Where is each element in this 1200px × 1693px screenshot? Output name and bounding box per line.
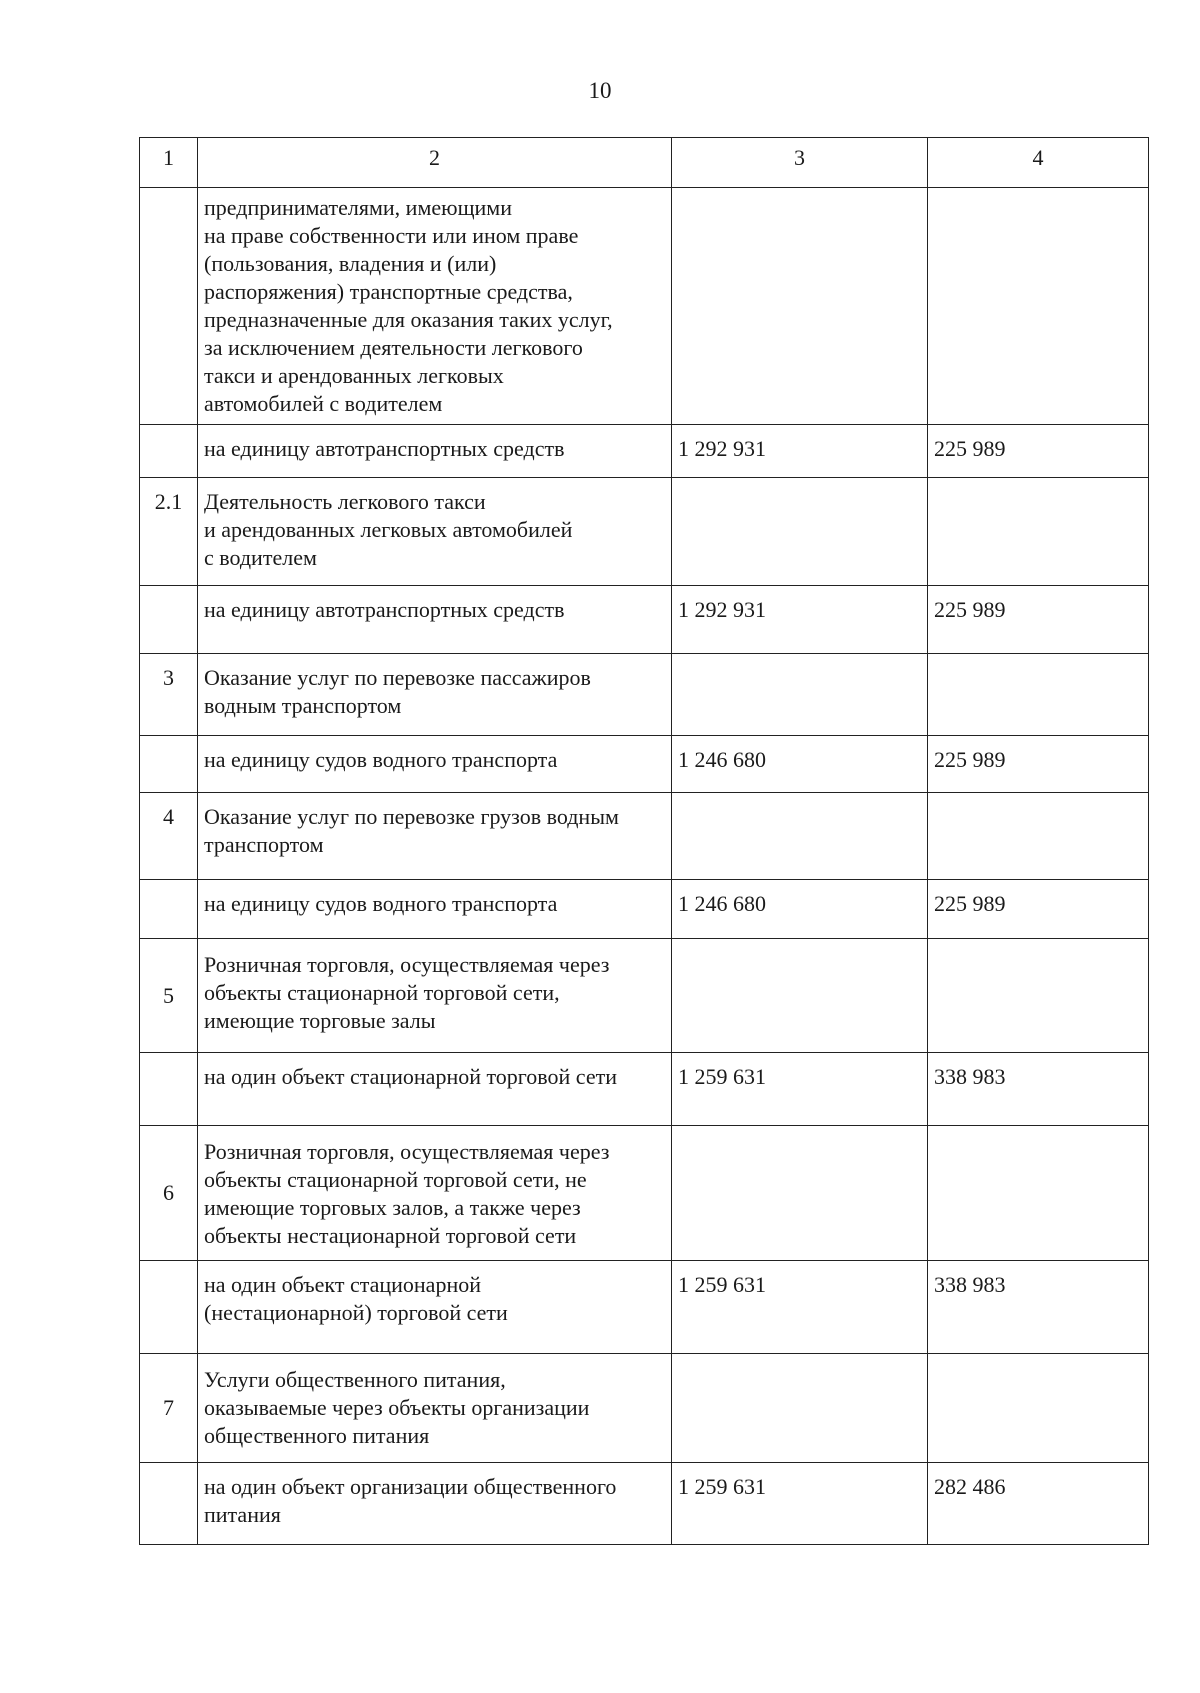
row-number [140,736,198,793]
row-value-4: 225 989 [928,880,1149,939]
row-value-3: 1 292 931 [672,586,928,654]
table-row [140,1126,1149,1261]
row-value-4 [928,654,1149,736]
header-cell-1: 1 [140,138,198,188]
header-cell-2: 2 [198,138,672,188]
table-row [140,736,1149,793]
row-number: 4 [140,793,198,880]
row-value-4 [928,793,1149,880]
row-description: на единицу судов водного транспорта [198,736,672,793]
row-value-3 [672,188,928,425]
row-number [140,586,198,654]
table-row [140,654,1149,736]
row-description: на один объект стационарной торговой сети [198,1053,672,1126]
row-value-3 [672,1126,928,1261]
row-description: Розничная торговля, осуществляемая через объекты стационарной торговой сети, не имеющие торговых залов, а также через объекты нестационарной торговой сети [198,1126,672,1261]
row-description: на один объект стационарной (нестационарной) торговой сети [198,1261,672,1354]
row-number: 2.1 [140,478,198,586]
header-cell-4: 4 [928,138,1149,188]
row-number [140,188,198,425]
row-value-4 [928,939,1149,1053]
row-value-4 [928,188,1149,425]
row-value-4 [928,1126,1149,1261]
row-description: на единицу автотранспортных средств [198,425,672,478]
row-number [140,1261,198,1354]
table-row [140,425,1149,478]
row-value-3: 1 259 631 [672,1463,928,1545]
row-description: Деятельность легкового такси и арендованных легковых автомобилей с водителем [198,478,672,586]
row-number [140,880,198,939]
row-number [140,425,198,478]
row-description: на единицу автотранспортных средств [198,586,672,654]
table-row [140,1463,1149,1545]
table-row [140,478,1149,586]
header-row [140,138,1149,188]
table-row [140,188,1149,425]
table-row [140,939,1149,1053]
row-value-3: 1 259 631 [672,1053,928,1126]
row-description: Розничная торговля, осуществляемая через объекты стационарной торговой сети, имеющие торговые залы [198,939,672,1053]
row-value-4: 225 989 [928,586,1149,654]
table-row [140,586,1149,654]
row-value-4 [928,1354,1149,1463]
row-value-3: 1 246 680 [672,736,928,793]
table-row [140,793,1149,880]
row-value-4: 225 989 [928,736,1149,793]
table-row [140,1354,1149,1463]
table-row [140,1053,1149,1126]
table-row [140,1261,1149,1354]
data-table [139,137,1149,1545]
row-description: на один объект организации общественного питания [198,1463,672,1545]
row-value-4: 338 983 [928,1261,1149,1354]
row-value-4: 338 983 [928,1053,1149,1126]
row-description: на единицу судов водного транспорта [198,880,672,939]
row-value-3 [672,939,928,1053]
row-value-4 [928,478,1149,586]
row-value-4: 282 486 [928,1463,1149,1545]
row-value-3: 1 259 631 [672,1261,928,1354]
row-description: Услуги общественного питания, оказываемые через объекты организации общественного питания [198,1354,672,1463]
row-number: 7 [140,1354,198,1463]
row-value-3 [672,1354,928,1463]
row-number: 5 [140,939,198,1053]
table-row [140,880,1149,939]
row-number: 6 [140,1126,198,1261]
row-number [140,1053,198,1126]
row-description: Оказание услуг по перевозке пассажиров водным транспортом [198,654,672,736]
row-value-3 [672,654,928,736]
row-description: предпринимателями, имеющими на праве собственности или ином праве (пользования, владения и (или) распоряжения) транспортные средства, предназначенные для оказания таких услуг, за исключением деятельности легкового такси и арендованных легковых автомобилей с водителем [198,188,672,425]
row-value-3: 1 246 680 [672,880,928,939]
row-description: Оказание услуг по перевозке грузов водным транспортом [198,793,672,880]
row-number [140,1463,198,1545]
page-number: 10 [588,78,612,103]
header-cell-3: 3 [672,138,928,188]
row-value-3 [672,793,928,880]
row-value-3: 1 292 931 [672,425,928,478]
row-value-4: 225 989 [928,425,1149,478]
row-value-3 [672,478,928,586]
row-number: 3 [140,654,198,736]
